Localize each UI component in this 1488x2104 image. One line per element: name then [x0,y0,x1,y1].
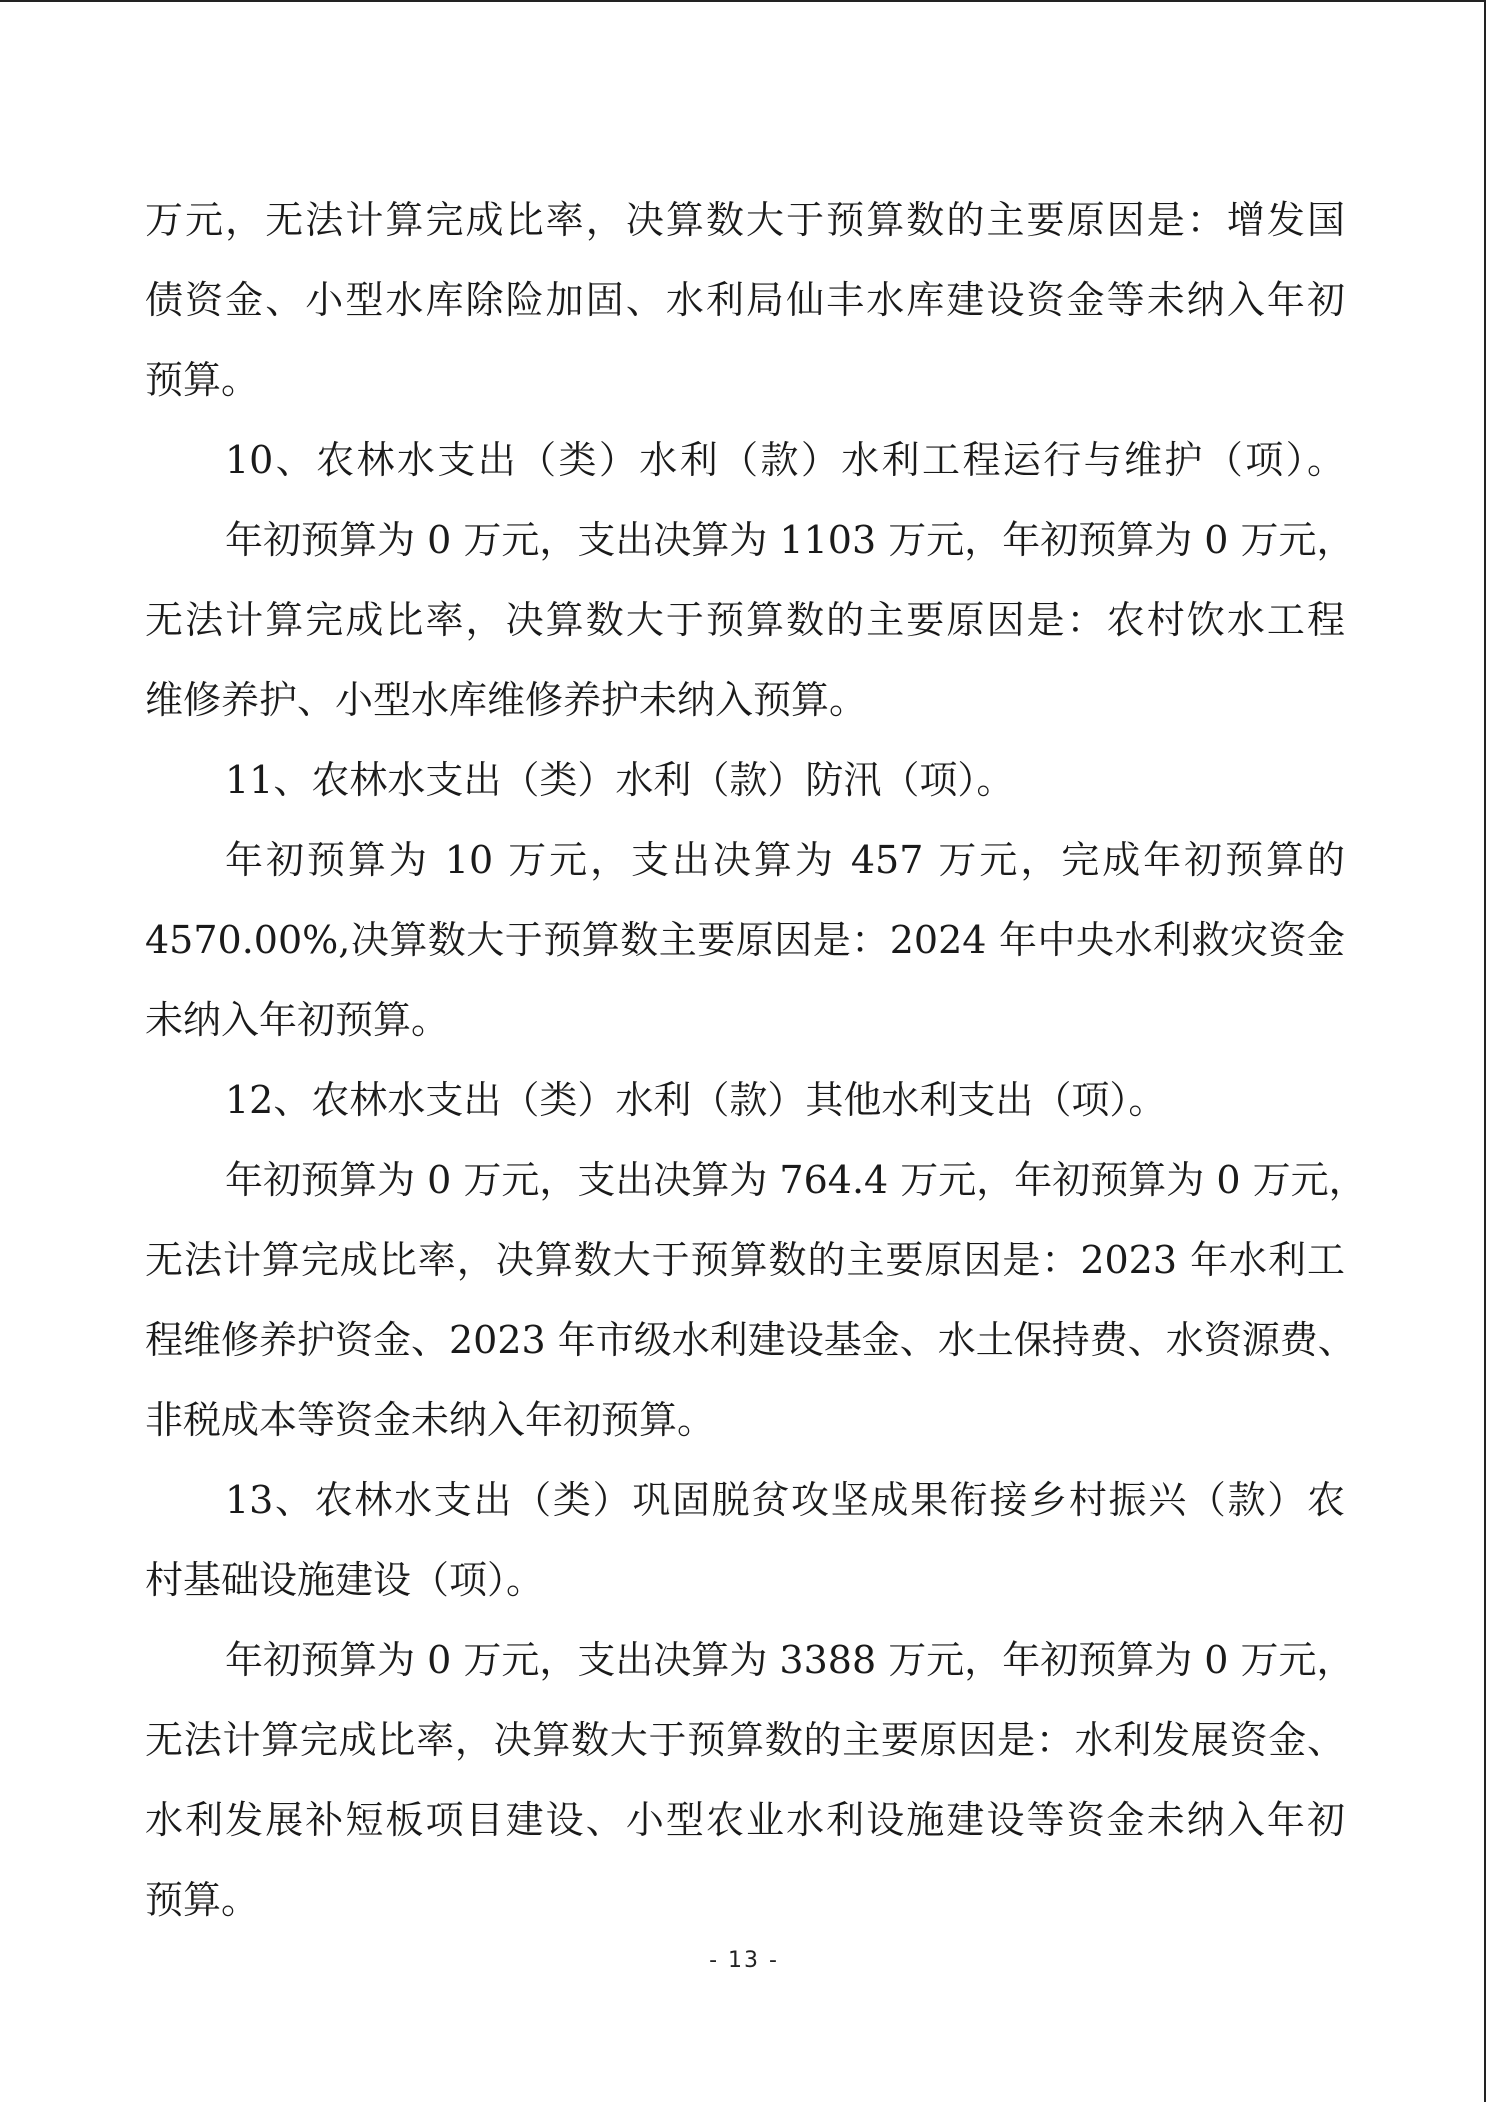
item-heading: 13、农林水支出（类）巩固脱贫攻坚成果衔接乡村振兴（款）农 [225,1478,1345,1522]
text-line: 4570.00%,决算数大于预算数主要原因是：2024 年中央水利救灾资金 [145,918,1345,962]
text-line: 村基础设施建设（项）。 [145,1558,545,1602]
text-line: 程维修养护资金、2023 年市级水利建设基金、水土保持费、水资源费、 [145,1318,1356,1362]
text-line: 维修养护、小型水库维修养护未纳入预算。 [145,678,868,722]
text-line: 无法计算完成比率，决算数大于预算数的主要原因是：农村饮水工程 [145,598,1345,642]
text-line: 未纳入年初预算。 [145,998,450,1042]
text-line: 年初预算为 0 万元，支出决算为 764.4 万元，年初预算为 0 万元， [225,1158,1367,1202]
item-heading: 11、农林水支出（类）水利（款）防汛（项）。 [225,758,1015,802]
item-heading: 10、农林水支出（类）水利（款）水利工程运行与维护（项）。 [225,438,1345,482]
text-line: 无法计算完成比率，决算数大于预算数的主要原因是：2023 年水利工 [145,1238,1345,1282]
text-line: 年初预算为 10 万元，支出决算为 457 万元，完成年初预算的 [225,838,1345,882]
text-line: 非税成本等资金未纳入年初预算。 [145,1398,716,1442]
text-line: 债资金、小型水库除险加固、水利局仙丰水库建设资金等未纳入年初 [145,278,1345,322]
page-number: - 13 - [709,1948,779,1973]
text-line: 无法计算完成比率，决算数大于预算数的主要原因是：水利发展资金、 [145,1718,1345,1762]
text-line: 年初预算为 0 万元，支出决算为 3388 万元，年初预算为 0 万元， [225,1638,1355,1682]
text-line: 预算。 [145,358,260,402]
text-line: 水利发展补短板项目建设、小型农业水利设施建设等资金未纳入年初 [145,1798,1345,1842]
text-line: 预算。 [145,1878,260,1922]
item-heading: 12、农林水支出（类）水利（款）其他水利支出（项）。 [225,1078,1167,1122]
document-body [145,180,1367,1940]
text-line: 年初预算为 0 万元，支出决算为 1103 万元，年初预算为 0 万元， [225,518,1355,562]
text-line: 万元，无法计算完成比率，决算数大于预算数的主要原因是：增发国 [145,198,1345,242]
